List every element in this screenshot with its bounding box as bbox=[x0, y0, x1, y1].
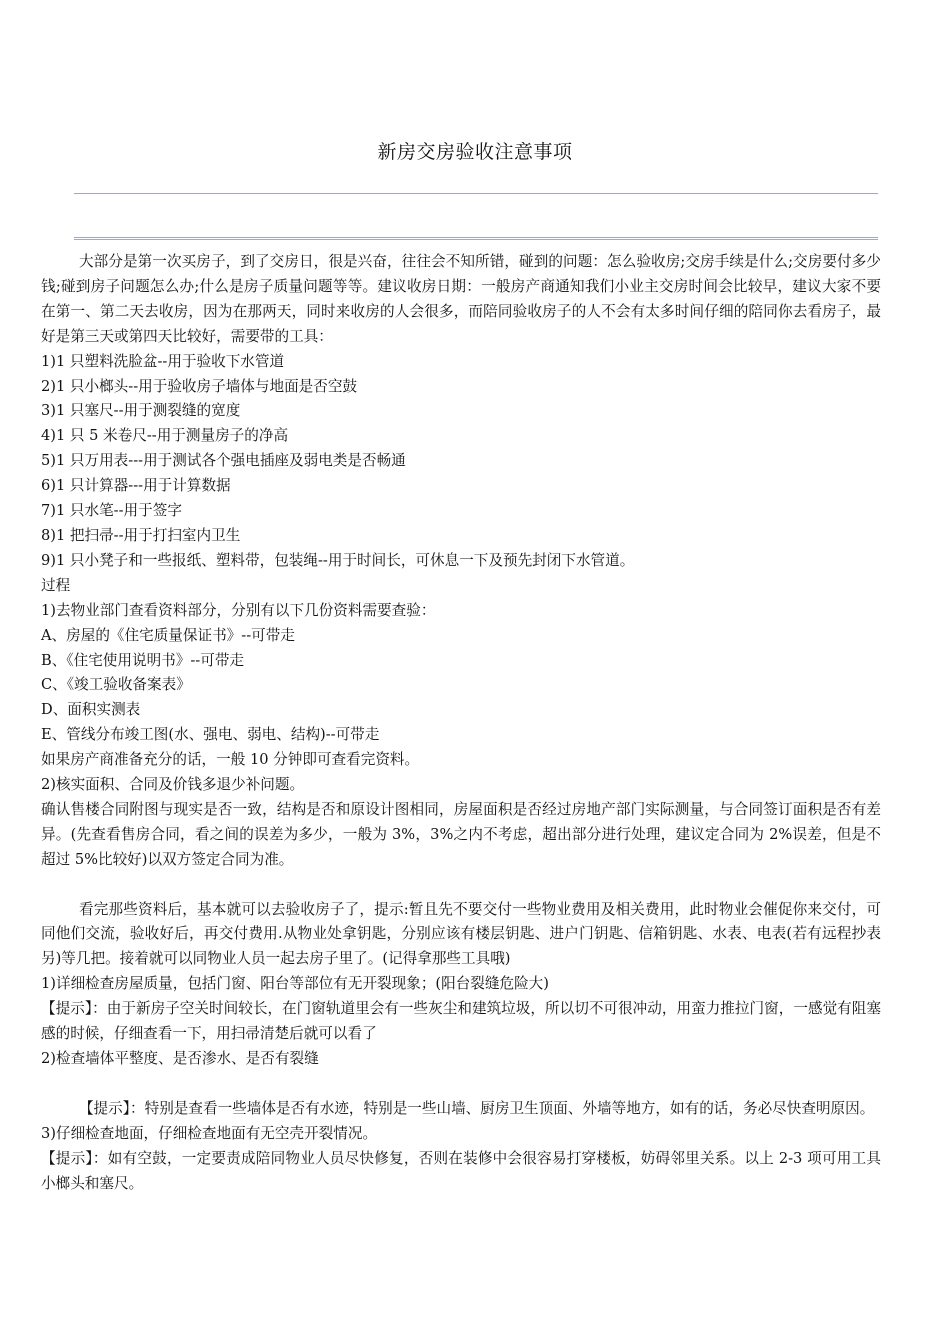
body-paragraph: 【提示】：如有空鼓，一定要责成陪同物业人员尽快修复，否则在装修中会很容易打穿楼板，妨碍邻里关系。以上 2-3 项可用工具小榔头和塞尺。 bbox=[41, 1149, 881, 1192]
paragraph-spacer bbox=[41, 873, 881, 898]
body-paragraph: 【提示】：特别是查看一些墙体是否有水迹，特别是一些山墙、厨房卫生顶面、外墙等地方，如有的话，务必尽快查明原因。 bbox=[78, 1099, 875, 1117]
body-paragraph: C、《竣工验收备案表》 bbox=[41, 676, 191, 694]
body-paragraph: 2)1 只小榔头--用于验收房子墙体与地面是否空鼓 bbox=[41, 377, 358, 395]
body-paragraph: 9)1 只小凳子和一些报纸、塑料带，包装绳--用于时间长，可休息一下及预先封闭下水管道。 bbox=[41, 551, 635, 569]
body-paragraph: B、《住宅使用说明书》--可带走 bbox=[41, 651, 245, 669]
body-paragraph: 1)1 只塑料洗脸盆--用于验收下水管道 bbox=[41, 352, 285, 370]
body-paragraph: 2)核实面积、合同及价钱多退少补问题。 bbox=[41, 776, 305, 794]
body-paragraph: D、面积实测表 bbox=[41, 701, 141, 719]
body-paragraph: 如果房产商准备充分的话，一般 10 分钟即可查看完资料。 bbox=[41, 751, 420, 769]
document-body bbox=[41, 250, 881, 1196]
body-paragraph: 8)1 把扫帚--用于打扫室内卫生 bbox=[41, 526, 241, 544]
body-paragraph: 3)仔细检查地面，仔细检查地面有无空壳开裂情况。 bbox=[41, 1124, 378, 1142]
body-paragraph: 看完那些资料后，基本就可以去验收房子了，提示:暂且先不要交付一些物业费用及相关费用，此时物业会催促你来交付，可同他们交流，验收好后，再交付费用.从物业处拿钥匙，分别应该有楼层钥匙、进户门钥匙、信箱钥匙、水表、电表(若有远程抄表另)等几把。接着就可以同物业人员一起去房子里了。(记得拿那些工具哦) bbox=[41, 900, 881, 968]
body-paragraph: 6)1 只计算器---用于计算数据 bbox=[41, 477, 231, 495]
paragraph-spacer bbox=[41, 1072, 881, 1097]
body-paragraph: 7)1 只水笔--用于签字 bbox=[41, 502, 182, 520]
body-paragraph: A、房屋的《住宅质量保证书》--可带走 bbox=[41, 626, 295, 644]
body-paragraph: 5)1 只万用表---用于测试各个强电插座及弱电类是否畅通 bbox=[41, 452, 406, 470]
body-paragraph: 2)检查墙体平整度、是否渗水、是否有裂缝 bbox=[41, 1049, 319, 1067]
title-divider-double bbox=[74, 237, 878, 240]
body-paragraph: 1)去物业部门查看资料部分，分别有以下几份资料需要查验： bbox=[41, 601, 436, 619]
title-divider-top bbox=[74, 193, 878, 194]
body-paragraph: 1)详细检查房屋质量，包括门窗、阳台等部位有无开裂现象；(阳台裂缝危险大) bbox=[41, 975, 549, 993]
body-paragraph: 确认售楼合同附图与现实是否一致，结构是否和原设计图相同，房屋面积是否经过房地产部门实际测量，与合同签订面积是否有差异。(先查看售房合同，看之间的误差为多少，一般为 3%，3%之内不考虑，超出部分进行处理，建议定合同为 2%误差，但是不超过 5%比较好)以双方签定合同为准。 bbox=[41, 800, 881, 868]
body-paragraph: 大部分是第一次买房子，到了交房日，很是兴奋，往往会不知所错，碰到的问题：怎么验收房;交房手续是什么;交房要付多少钱;碰到房子问题怎么办;什么是房子质量问题等等。建议收房日期：一般房产商通知我们小业主交房时间会比较早，建议大家不要在第一、第二天去收房，因为在那两天，同时来收房的人会很多，而陪同验收房子的人不会有太多时间仔细的陪同你去看房子，最好是第三天或第四天比较好，需要带的工具： bbox=[41, 253, 881, 345]
document-title: 新房交房验收注意事项 bbox=[377, 141, 573, 163]
body-paragraph: E、管线分布竣工图(水、强电、弱电、结构)--可带走 bbox=[41, 726, 380, 744]
body-paragraph: 4)1 只 5 米卷尺--用于测量房子的净高 bbox=[41, 427, 289, 445]
body-paragraph: 过程 bbox=[41, 576, 71, 594]
body-paragraph: 3)1 只塞尺--用于测裂缝的宽度 bbox=[41, 402, 241, 420]
body-paragraph: 【提示】：由于新房子空关时间较长，在门窗轨道里会有一些灰尘和建筑垃圾，所以切不可很冲动，用蛮力推拉门窗，一感觉有阻塞感的时候，仔细查看一下，用扫帚清楚后就可以看了 bbox=[41, 1000, 881, 1043]
